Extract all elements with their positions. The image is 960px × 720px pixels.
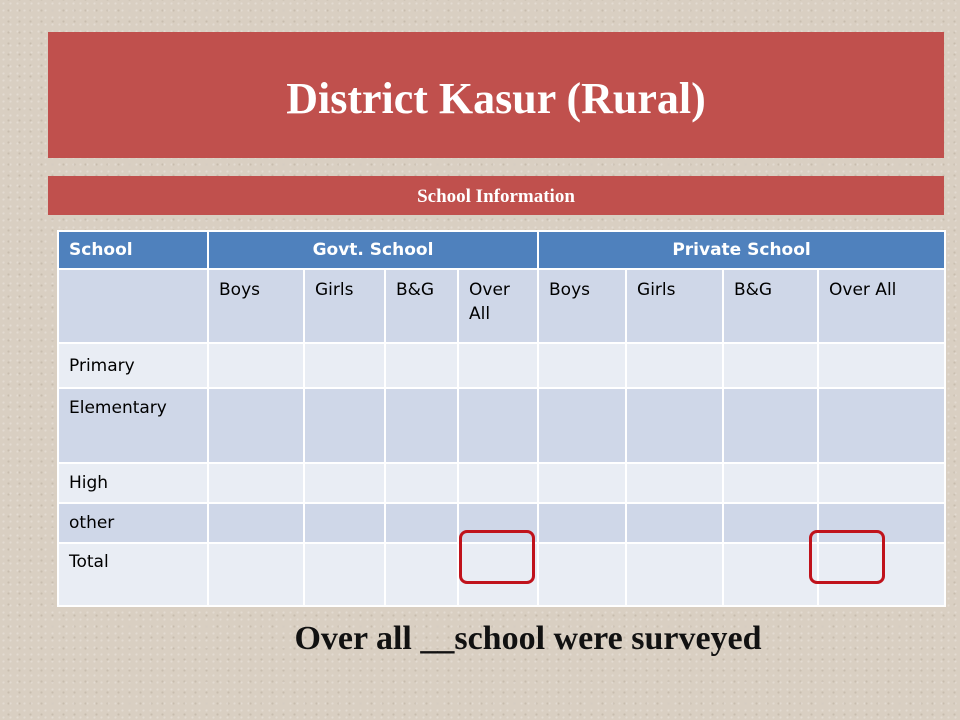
- table-header-row: [58, 231, 945, 269]
- table-cell: [538, 343, 626, 388]
- govt-total-highlight-box: [459, 530, 535, 584]
- header-private-school: Private School: [538, 231, 945, 269]
- subheader-private-girls: Girls: [626, 269, 723, 343]
- table-cell: [208, 543, 304, 606]
- table-cell: [626, 463, 723, 503]
- table-cell: [818, 388, 945, 463]
- table-cell: [385, 388, 458, 463]
- table-cell: [208, 388, 304, 463]
- row-label: Elementary: [58, 388, 208, 463]
- table-cell: [458, 388, 538, 463]
- table-cell: [304, 543, 385, 606]
- table-cell: [723, 343, 818, 388]
- table-cell: [304, 503, 385, 543]
- table-cell: [626, 343, 723, 388]
- row-label: High: [58, 463, 208, 503]
- table-cell: [538, 463, 626, 503]
- survey-footer-text: Over all __school were surveyed: [294, 620, 762, 657]
- private-total-highlight-box: [809, 530, 885, 584]
- subheader-private-overall: Over All: [818, 269, 945, 343]
- subheader-govt-bg: B&G: [385, 269, 458, 343]
- table-cell: [538, 503, 626, 543]
- subheader-govt-girls: Girls: [304, 269, 385, 343]
- table-cell: [208, 343, 304, 388]
- table-cell: [458, 463, 538, 503]
- table-cell: [208, 463, 304, 503]
- table-cell: [385, 503, 458, 543]
- table-cell: [538, 388, 626, 463]
- table-cell: [723, 543, 818, 606]
- table-cell: [385, 463, 458, 503]
- table-row: [58, 343, 945, 388]
- header-govt-school: Govt. School: [208, 231, 538, 269]
- subheader-private-bg: B&G: [723, 269, 818, 343]
- table-row: [58, 463, 945, 503]
- table-cell: [458, 343, 538, 388]
- table-cell: [723, 503, 818, 543]
- row-label: other: [58, 503, 208, 543]
- subheader-govt-boys: Boys: [208, 269, 304, 343]
- table-cell: [385, 343, 458, 388]
- section-title: School Information: [48, 176, 944, 215]
- subheader-private-boys: Boys: [538, 269, 626, 343]
- title-banner: [48, 32, 944, 158]
- row-label: Primary: [58, 343, 208, 388]
- table-row: [58, 388, 945, 463]
- table-cell: [626, 503, 723, 543]
- header-school: School: [58, 231, 208, 269]
- table-cell: [818, 463, 945, 503]
- table-cell: [723, 463, 818, 503]
- row-label: Total: [58, 543, 208, 606]
- page-title: District Kasur (Rural): [286, 74, 706, 123]
- table-cell: [818, 343, 945, 388]
- table-cell: [385, 543, 458, 606]
- subheader-govt-overall: Over All: [458, 269, 538, 343]
- table-subheader-row: [58, 269, 945, 343]
- table-cell: [208, 503, 304, 543]
- subheader-cell: [58, 269, 208, 343]
- table-cell: [626, 543, 723, 606]
- table-cell: [626, 388, 723, 463]
- table-cell: [538, 543, 626, 606]
- table-cell: [723, 388, 818, 463]
- table-cell: [304, 463, 385, 503]
- table-cell: [304, 388, 385, 463]
- table-cell: [304, 343, 385, 388]
